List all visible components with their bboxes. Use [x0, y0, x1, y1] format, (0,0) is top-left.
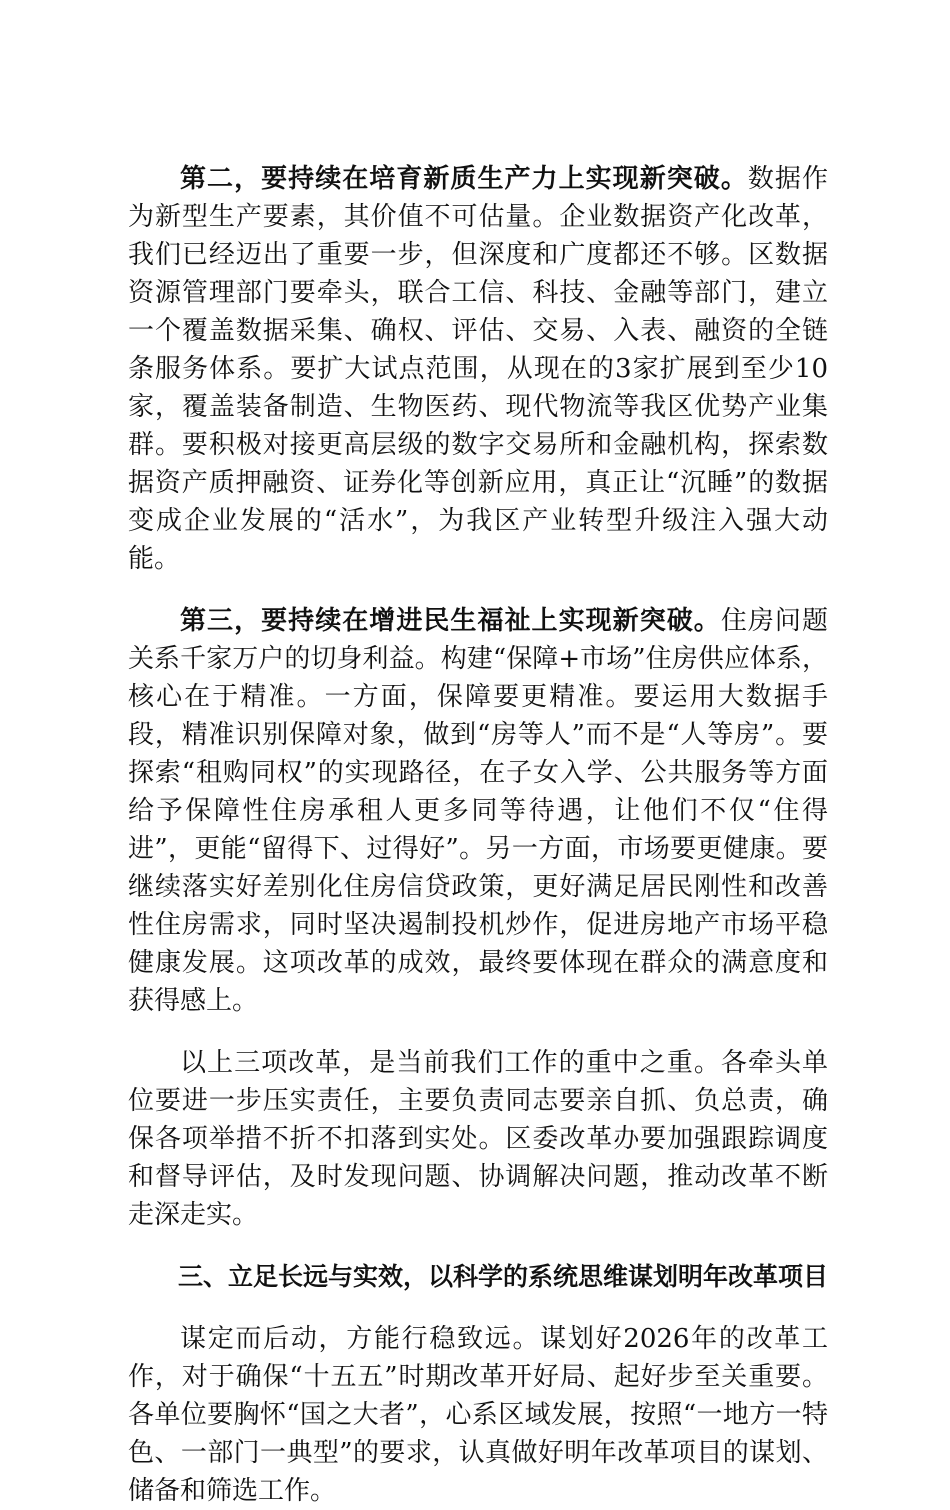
paragraph-body: 以上三项改革，是当前我们工作的重中之重。各牵头单位要进一步压实责任，主要负责同志要亲自抓、负总责，确保各项举措不折不扣落到实处。区委改革办要加强跟踪调度和督导评估，及时发现问题、协调解决问题，推动改革不断走深走实。 [128, 1048, 828, 1230]
paragraph-body: 住房问题关系千家万户的切身利益。构建“保障+市场”住房供应体系，核心在于精准。一方面，保障要更精准。要运用大数据手段，精准识别保障对象，做到“房等人”而不是“人等房”。要探索“租购同权”的实现路径，在子女入学、公共服务等方面给予保障性住房承租人更多同等待遇，让他们不仅“住得进”，更能“留得下、过得好”。另一方面，市场要更健康。要继续落实好差别化住房信贷政策，更好满足居民刚性和改善性住房需求，同时坚决遏制投机炒作，促进房地产市场平稳健康发展。这项改革的成效，最终要体现在群众的满意度和获得感上。 [128, 606, 828, 1016]
paragraph-body: 数据作为新型生产要素，其价值不可估量。企业数据资产化改革，我们已经迈出了重要一步，但深度和广度都还不够。区数据资源管理部门要牵头，联合工信、科技、金融等部门，建立一个覆盖数据采集、确权、评估、交易、入表、融资的全链条服务体系。要扩大试点范围，从现在的3家扩展到至少10家，覆盖装备制造、生物医药、现代物流等我区优势产业集群。要积极对接更高层级的数字交易所和金融机构，探索数据资产质押融资、证券化等创新应用，真正让“沉睡”的数据变成企业发展的“活水”，为我区产业转型升级注入强大动能。 [128, 164, 828, 574]
paragraph-lead: 第二，要持续在培育新质生产力上实现新突破。 [180, 164, 748, 194]
document-page [128, 160, 828, 1510]
section-heading: 三、立足长远与实效，以科学的系统思维谋划明年改革项目 [178, 1262, 829, 1291]
paragraph-summary [128, 1044, 828, 1234]
paragraph-lead: 第三，要持续在增进民生福祉上实现新突破。 [180, 606, 721, 636]
paragraph-livelihood [128, 602, 828, 1020]
paragraph-planning: 谋定而后动，方能行稳致远。谋划好2026年的改革工作，对于确保“十五五”时期改革开好局、起好步至关重要。各单位要胸怀“国之大者”，心系区域发展，按照“一地方一特色、一部门一典型”的要求，认真做好明年改革项目的谋划、储备和筛选工作。 [128, 1324, 828, 1506]
paragraph-productivity [128, 160, 828, 578]
